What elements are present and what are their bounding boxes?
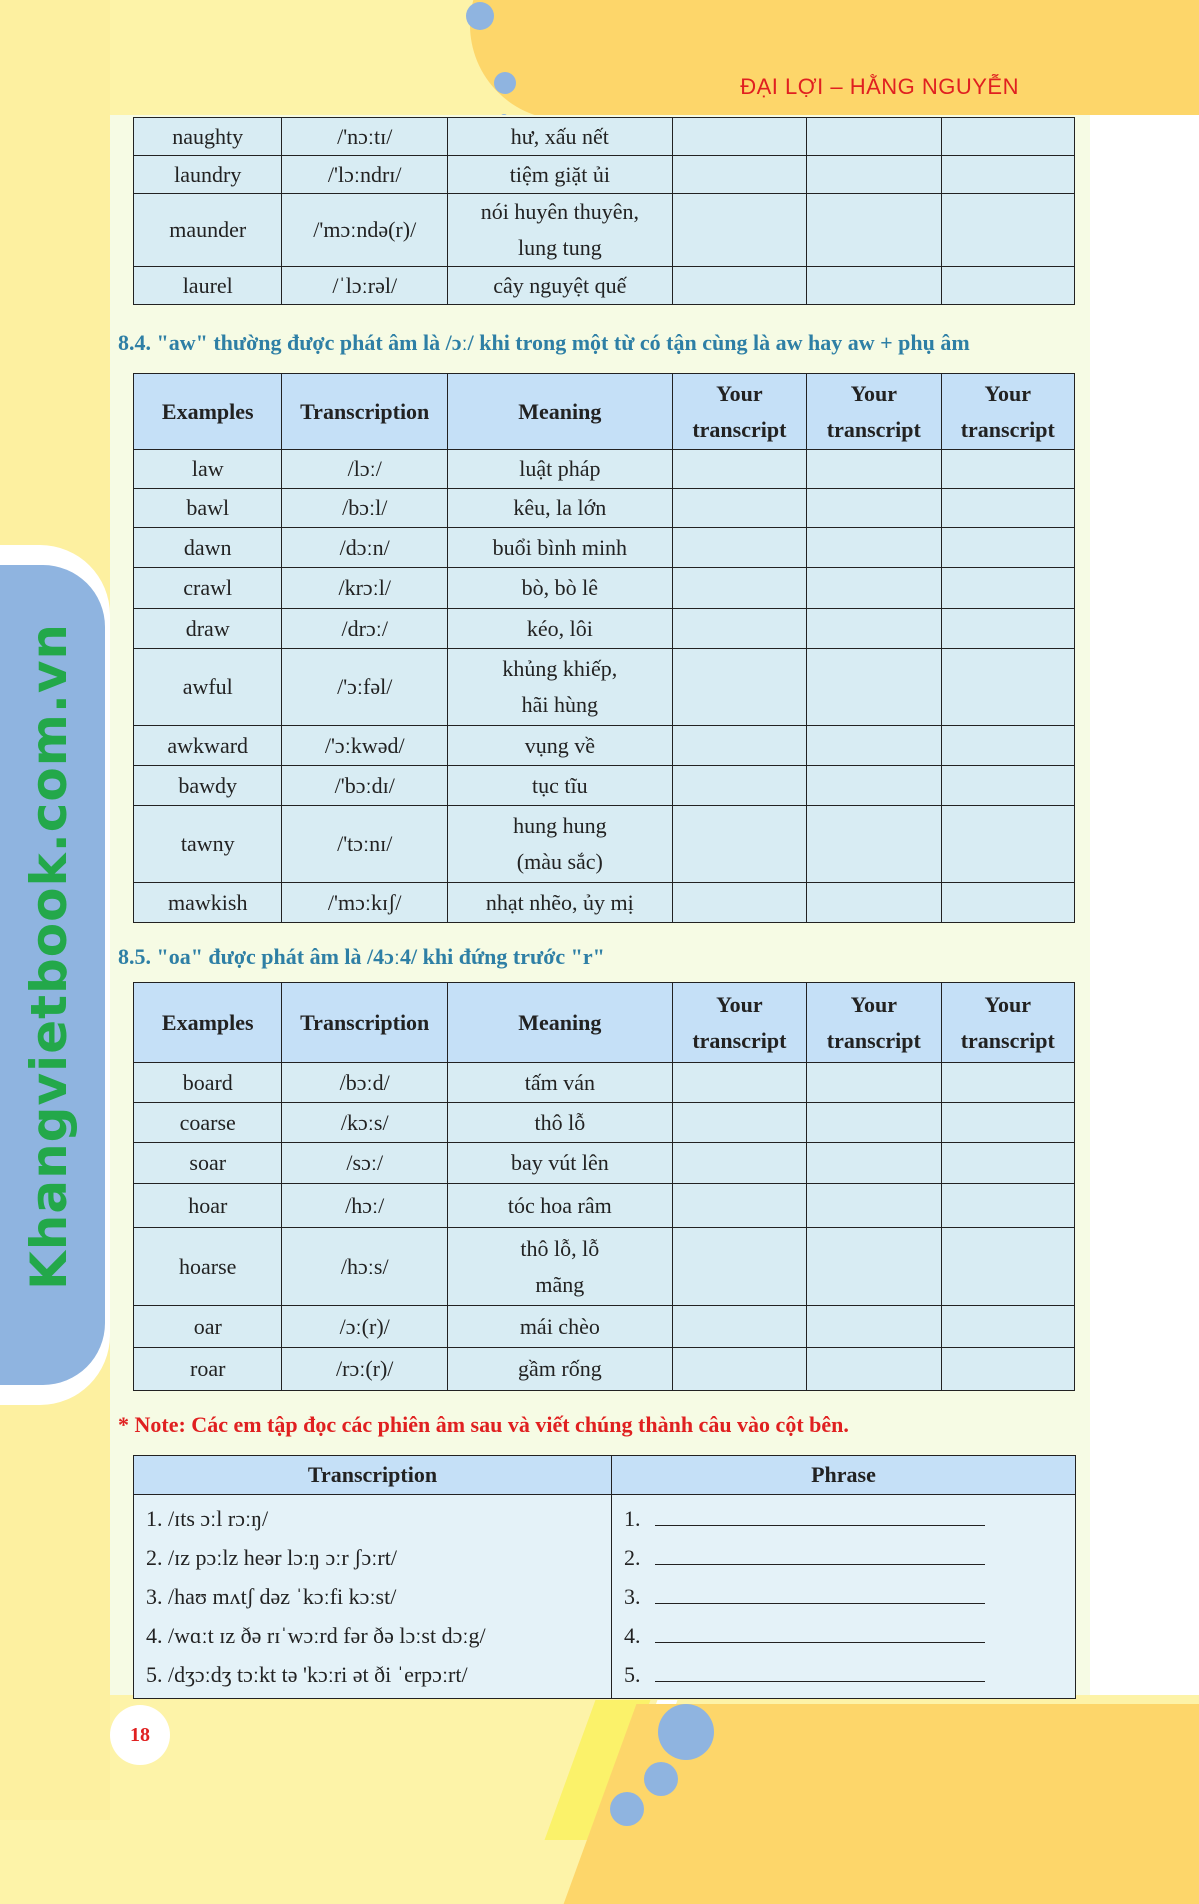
vocab-table-aw (133, 373, 1075, 923)
decor-circle (610, 1792, 644, 1826)
transcript-cell[interactable] (807, 1228, 941, 1306)
transcript-cell[interactable] (941, 1103, 1074, 1143)
ipa-cell: /'lɔːndrɪ/ (282, 156, 448, 194)
transcript-cell[interactable] (672, 118, 806, 156)
transcript-cell[interactable] (941, 118, 1074, 156)
transcript-cell[interactable] (807, 806, 941, 883)
table-row (134, 1348, 1075, 1391)
transcript-cell[interactable] (672, 726, 806, 766)
word-cell: draw (134, 609, 282, 649)
phrase-table (133, 1455, 1076, 1699)
table-row (134, 1143, 1075, 1184)
word-cell: oar (134, 1306, 282, 1348)
transcript-cell[interactable] (672, 568, 806, 609)
ipa-cell: /'tɔːnɪ/ (282, 806, 448, 883)
transcript-cell[interactable] (807, 528, 941, 568)
transcript-cell[interactable] (807, 883, 941, 923)
transcript-cell[interactable] (672, 649, 806, 726)
ipa-cell: /kɔːs/ (282, 1103, 448, 1143)
transcript-cell[interactable] (672, 1228, 806, 1306)
phrase-list (612, 1495, 1076, 1699)
table-row (134, 766, 1075, 806)
header-banner (470, 0, 1199, 120)
ipa-cell: /lɔː/ (282, 450, 448, 489)
word-cell: bawdy (134, 766, 282, 806)
ipa-cell: /dɔːn/ (282, 528, 448, 568)
col-header: Meaning (447, 374, 672, 450)
section-title-8-4: 8.4. "aw" thường được phát âm là /ɔː/ khi trong một từ có tận cùng là aw hay aw + phụ âm (118, 330, 970, 355)
ipa-cell: /'ɔːkwəd/ (282, 726, 448, 766)
word-cell: hoar (134, 1184, 282, 1228)
transcript-cell[interactable] (672, 1063, 806, 1103)
decor-circle (644, 1762, 678, 1796)
ipa-cell: /hɔːs/ (282, 1228, 448, 1306)
col-header: Transcription (282, 983, 448, 1063)
note-instruction: * Note: Các em tập đọc các phiên âm sau và viết chúng thành câu vào cột bên. (118, 1412, 849, 1437)
transcript-cell[interactable] (941, 194, 1074, 267)
table-row (134, 489, 1075, 528)
word-cell: laundry (134, 156, 282, 194)
table-row (134, 1063, 1075, 1103)
transcript-cell[interactable] (672, 156, 806, 194)
transcript-cell[interactable] (672, 1103, 806, 1143)
ipa-cell: /'nɔːtɪ/ (282, 118, 448, 156)
ipa-cell: /bɔːl/ (282, 489, 448, 528)
meaning-cell: thô lỗ (447, 1103, 672, 1143)
col-header: Your transcript (807, 983, 941, 1063)
word-cell: mawkish (134, 883, 282, 923)
transcript-cell[interactable] (672, 528, 806, 568)
word-cell: bawl (134, 489, 282, 528)
phrase-item (624, 1499, 1075, 1538)
meaning-cell: cây nguyệt quế (447, 267, 672, 305)
meaning-cell: mái chèo (447, 1306, 672, 1348)
header-author: ĐẠI LỢI – HẰNG NGUYỄN (740, 74, 1019, 99)
transcript-cell[interactable] (672, 267, 806, 305)
meaning-cell: hư, xấu nết (447, 118, 672, 156)
transcript-cell[interactable] (807, 1184, 941, 1228)
transcript-cell[interactable] (672, 1348, 806, 1391)
answer-line[interactable] (655, 1579, 985, 1604)
transcript-cell[interactable] (941, 489, 1074, 528)
word-cell: crawl (134, 568, 282, 609)
meaning-cell: tục tĩu (447, 766, 672, 806)
transcript-cell[interactable] (672, 883, 806, 923)
ipa-cell: /ɔː(r)/ (282, 1306, 448, 1348)
table-header (134, 1456, 1076, 1495)
transcript-cell[interactable] (941, 156, 1074, 194)
section-title-8-5: 8.5. "oa" được phát âm là /4ɔː4/ khi đứng trước "r" (118, 944, 605, 969)
table-row (134, 1103, 1075, 1143)
transcript-cell[interactable] (941, 609, 1074, 649)
ipa-cell: /drɔː/ (282, 609, 448, 649)
page-number: 18 (110, 1705, 170, 1765)
table-row (134, 1228, 1075, 1306)
transcript-cell[interactable] (672, 489, 806, 528)
word-cell: awkward (134, 726, 282, 766)
col-header: Your transcript (672, 374, 806, 450)
transcript-cell[interactable] (941, 568, 1074, 609)
transcript-cell[interactable] (941, 806, 1074, 883)
word-cell: roar (134, 1348, 282, 1391)
phrase-number: 3. (624, 1584, 641, 1609)
col-header: Meaning (447, 983, 672, 1063)
phrase-number: 5. (624, 1662, 641, 1687)
table-row (134, 194, 1075, 267)
transcript-cell[interactable] (941, 1348, 1074, 1391)
transcript-cell[interactable] (807, 649, 941, 726)
decor-circle (466, 2, 494, 30)
meaning-cell: hung hung (màu sắc) (447, 806, 672, 883)
meaning-cell: bay vút lên (447, 1143, 672, 1184)
meaning-cell: thô lỗ, lỗ mãng (447, 1228, 672, 1306)
word-cell: tawny (134, 806, 282, 883)
transcript-cell[interactable] (807, 1103, 941, 1143)
transcript-cell[interactable] (672, 1184, 806, 1228)
ipa-cell: /ˈlɔːrəl/ (282, 267, 448, 305)
transcript-cell[interactable] (672, 1143, 806, 1184)
phrase-item (624, 1538, 1075, 1577)
table-row (134, 1306, 1075, 1348)
ipa-cell: /sɔː/ (282, 1143, 448, 1184)
meaning-cell: tấm ván (447, 1063, 672, 1103)
phrase-item (624, 1655, 1075, 1694)
transcription-item: 3. /haʊ mʌtʃ dəz ˈkɔːfi kɔːst/ (146, 1584, 397, 1609)
vocab-table-oa (133, 982, 1075, 1391)
ipa-cell: /'ɔːfəl/ (282, 649, 448, 726)
transcript-cell[interactable] (672, 1306, 806, 1348)
ipa-cell: /bɔːd/ (282, 1063, 448, 1103)
col-header: Transcription (134, 1456, 612, 1495)
transcript-cell[interactable] (941, 1184, 1074, 1228)
ipa-cell: /hɔː/ (282, 1184, 448, 1228)
col-header: Your transcript (807, 374, 941, 450)
meaning-cell: khủng khiếp, hãi hùng (447, 649, 672, 726)
transcript-cell[interactable] (941, 1306, 1074, 1348)
transcript-cell[interactable] (941, 883, 1074, 923)
table-row (134, 528, 1075, 568)
table-row (134, 1495, 1076, 1699)
table-row (134, 806, 1075, 883)
col-header: Your transcript (672, 983, 806, 1063)
meaning-cell: kéo, lôi (447, 609, 672, 649)
transcript-cell[interactable] (672, 450, 806, 489)
phrase-item (624, 1577, 1075, 1616)
transcript-cell[interactable] (941, 267, 1074, 305)
transcript-cell[interactable] (807, 156, 941, 194)
transcript-cell[interactable] (672, 609, 806, 649)
word-cell: hoarse (134, 1228, 282, 1306)
answer-line[interactable] (655, 1540, 985, 1565)
transcription-item: 5. /dʒɔːdʒ tɔːkt tə 'kɔːri ət ði ˈerpɔːrt/ (146, 1662, 468, 1687)
transcript-cell[interactable] (807, 1063, 941, 1103)
transcript-cell[interactable] (672, 194, 806, 267)
phrase-number: 2. (624, 1545, 641, 1570)
phrase-item (624, 1616, 1075, 1655)
table-row (134, 726, 1075, 766)
word-cell: laurel (134, 267, 282, 305)
col-header: Examples (134, 983, 282, 1063)
transcript-cell[interactable] (807, 118, 941, 156)
table-header (134, 374, 1075, 450)
transcript-cell[interactable] (807, 194, 941, 267)
phrase-number: 1. (624, 1506, 641, 1531)
col-header: Your transcript (941, 983, 1074, 1063)
word-cell: naughty (134, 118, 282, 156)
transcript-cell[interactable] (672, 806, 806, 883)
table-row (134, 1184, 1075, 1228)
transcription-list (134, 1495, 612, 1699)
transcript-cell[interactable] (807, 489, 941, 528)
table-header (134, 983, 1075, 1063)
decor-circle (494, 72, 516, 94)
transcript-cell[interactable] (807, 1306, 941, 1348)
meaning-cell: gầm rống (447, 1348, 672, 1391)
col-header: Transcription (282, 374, 448, 450)
transcript-cell[interactable] (941, 1143, 1074, 1184)
transcript-cell[interactable] (941, 1063, 1074, 1103)
meaning-cell: tiệm giặt ủi (447, 156, 672, 194)
transcript-cell[interactable] (807, 1143, 941, 1184)
transcript-cell[interactable] (807, 1348, 941, 1391)
col-header: Examples (134, 374, 282, 450)
meaning-cell: nói huyên thuyên, lung tung (447, 194, 672, 267)
decor-circle (658, 1704, 714, 1760)
transcript-cell[interactable] (941, 528, 1074, 568)
answer-line[interactable] (655, 1657, 985, 1682)
meaning-cell: kêu, la lớn (447, 489, 672, 528)
right-margin (1090, 115, 1199, 1695)
ipa-cell: /'bɔːdɪ/ (282, 766, 448, 806)
word-cell: law (134, 450, 282, 489)
transcription-item: 1. /ɪts ɔːl rɔːŋ/ (146, 1506, 269, 1531)
word-cell: maunder (134, 194, 282, 267)
word-cell: coarse (134, 1103, 282, 1143)
meaning-cell: luật pháp (447, 450, 672, 489)
vocab-table-continued (133, 117, 1075, 305)
meaning-cell: buổi bình minh (447, 528, 672, 568)
transcription-item: 4. /wɑːt ɪz ðə rɪˈwɔːrd fər ðə lɔːst dɔːg/ (146, 1623, 486, 1648)
transcript-cell[interactable] (941, 649, 1074, 726)
table-row (134, 118, 1075, 156)
meaning-cell: tóc hoa râm (447, 1184, 672, 1228)
transcription-item: 2. /ɪz pɔːlz heər lɔːŋ ɔːr ʃɔːrt/ (146, 1545, 397, 1570)
transcript-cell[interactable] (941, 766, 1074, 806)
transcript-cell[interactable] (941, 450, 1074, 489)
word-cell: board (134, 1063, 282, 1103)
col-header: Your transcript (941, 374, 1074, 450)
transcript-cell[interactable] (807, 726, 941, 766)
answer-line[interactable] (655, 1618, 985, 1643)
brand-watermark: Khangvietbook.com.vn (20, 622, 78, 1290)
col-header: Phrase (612, 1456, 1076, 1495)
word-cell: soar (134, 1143, 282, 1184)
table-row (134, 649, 1075, 726)
transcript-cell[interactable] (807, 267, 941, 305)
table-row (134, 568, 1075, 609)
ipa-cell: /'mɔːndə(r)/ (282, 194, 448, 267)
meaning-cell: nhạt nhẽo, ủy mị (447, 883, 672, 923)
phrase-number: 4. (624, 1623, 641, 1648)
transcript-cell[interactable] (807, 766, 941, 806)
word-cell: dawn (134, 528, 282, 568)
transcript-cell[interactable] (672, 766, 806, 806)
table-row (134, 156, 1075, 194)
ipa-cell: /rɔː(r)/ (282, 1348, 448, 1391)
table-row (134, 609, 1075, 649)
table-row (134, 267, 1075, 305)
answer-line[interactable] (655, 1501, 985, 1526)
transcript-cell[interactable] (807, 568, 941, 609)
table-row (134, 883, 1075, 923)
meaning-cell: bò, bò lê (447, 568, 672, 609)
word-cell: awful (134, 649, 282, 726)
transcript-cell[interactable] (807, 609, 941, 649)
transcript-cell[interactable] (941, 726, 1074, 766)
meaning-cell: vụng về (447, 726, 672, 766)
table-row (134, 450, 1075, 489)
transcript-cell[interactable] (807, 450, 941, 489)
ipa-cell: /krɔːl/ (282, 568, 448, 609)
transcript-cell[interactable] (941, 1228, 1074, 1306)
ipa-cell: /'mɔːkɪʃ/ (282, 883, 448, 923)
